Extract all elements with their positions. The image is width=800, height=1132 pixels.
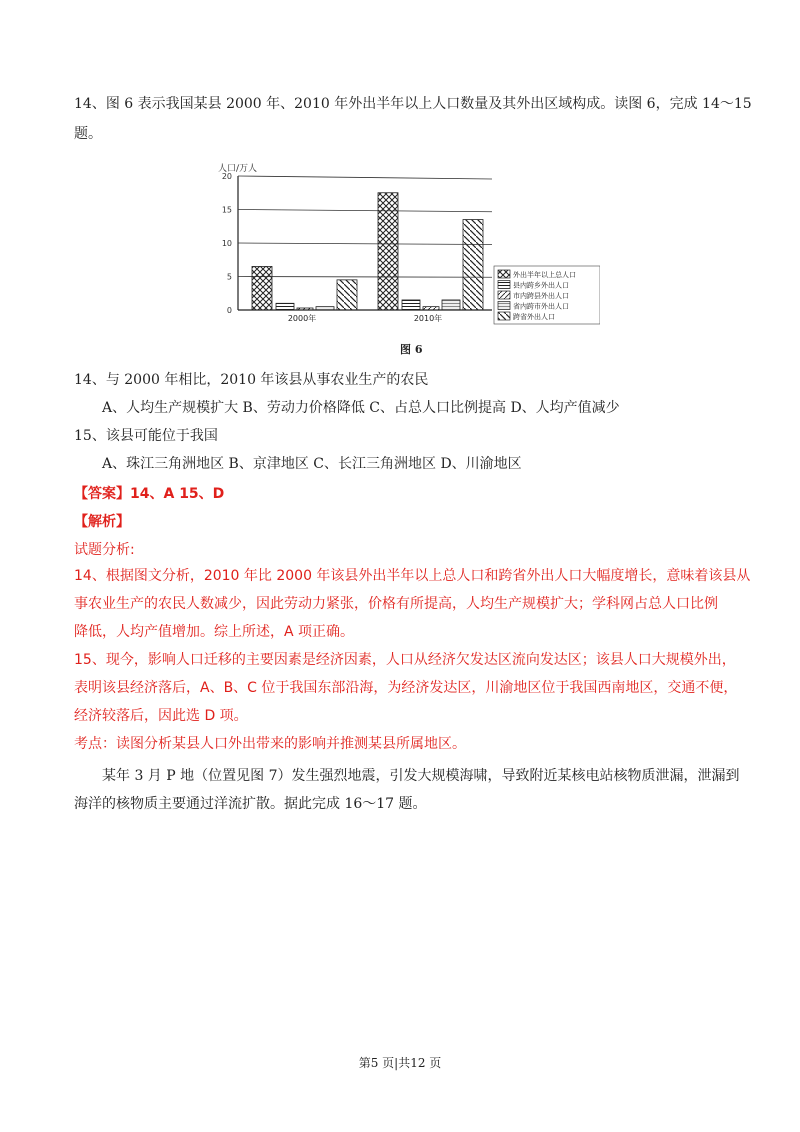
bar: [276, 303, 294, 310]
bar: [442, 300, 460, 310]
q15-stem: 15、该县可能位于我国: [74, 428, 218, 444]
legend-label: 县内跨乡外出人口: [513, 281, 569, 290]
bar: [423, 307, 439, 310]
legend-swatch: [498, 291, 510, 299]
question-intro-line-1: 14、图 6 表示我国某县 2000 年、2010 年外出半年以上人口数量及其外出区域构成。读图 6，完成 14～15: [74, 96, 752, 112]
legend-label: 跨省外出人口: [513, 313, 555, 321]
y-tick-label: 10: [221, 239, 232, 248]
legend-label: 省内跨市外出人口: [513, 302, 569, 311]
gridline: [238, 243, 492, 245]
next-intro-line-2: 海洋的核物质主要通过洋流扩散。据此完成 16～17 题。: [74, 796, 427, 812]
bar: [402, 300, 420, 310]
bar: [297, 308, 313, 310]
legend-label: 外出半年以上总人口: [513, 271, 576, 279]
analysis-label: 【解析】: [74, 514, 130, 530]
y-axis-label: 人口/万人: [218, 164, 258, 174]
bar: [316, 307, 334, 310]
gridline: [238, 176, 492, 179]
q14-options: A、人均生产规模扩大 B、劳动力价格降低 C、占总人口比例提高 D、人均产值减少: [102, 400, 620, 416]
legend-label: 市内跨县外出人口: [513, 292, 569, 300]
q14-stem: 14、与 2000 年相比，2010 年该县从事农业生产的农民: [74, 372, 429, 388]
analysis-line: 15、现今，影响人口迁移的主要因素是经济因素，人口从经济欠发达区流向发达区；该县人口大规模外出，: [74, 652, 736, 668]
exam-point: 考点：读图分析某县人口外出带来的影响并推测某县所属地区。: [74, 736, 466, 752]
analysis-title: 试题分析:: [74, 542, 135, 558]
y-tick-label: 15: [221, 205, 232, 215]
analysis-line: 14、根据图文分析，2010 年比 2000 年该县外出半年以上总人口和跨省外出人口大幅度增长，意味着该县从: [74, 568, 751, 584]
analysis-line: 经济较落后，因此选 D 项。: [74, 708, 248, 724]
analysis-line: 事农业生产的农民人数减少，因此劳动力紧张，价格有所提高，人均生产规模扩大；学科网占总人口比例: [74, 596, 718, 612]
q15-options: A、珠江三角洲地区 B、京津地区 C、长江三角洲地区 D、川渝地区: [102, 456, 522, 472]
gridline: [238, 210, 492, 212]
y-tick-label: 20: [221, 172, 232, 181]
figure-caption: 图 6: [400, 343, 423, 356]
answer-label: 【答案】14、A 15、D: [74, 486, 225, 502]
legend-swatch: [498, 281, 510, 289]
bar: [463, 220, 483, 310]
x-tick-label: 2000年: [287, 314, 317, 323]
analysis-line: 表明该县经济落后，A、B、C 位于我国东部沿海，为经济发达区，川渝地区位于我国西南地区，交通不便，: [74, 680, 738, 696]
x-tick-label: 2010年: [413, 314, 443, 323]
population-bar-chart: [200, 158, 600, 358]
bar: [337, 280, 357, 310]
legend-swatch: [498, 302, 510, 310]
y-tick-label: 5: [226, 272, 232, 282]
analysis-line: 降低，人均产值增加。综上所述，A 项正确。: [74, 624, 355, 640]
bar: [252, 266, 272, 310]
y-tick-label: 0: [226, 306, 232, 315]
bar: [378, 193, 398, 310]
legend-swatch: [498, 312, 510, 320]
page-footer: 第5 页|共12 页: [358, 1056, 442, 1070]
question-intro-line-2: 题。: [74, 126, 102, 142]
next-intro-line-1: 某年 3 月 P 地（位置见图 7）发生强烈地震，引发大规模海啸，导致附近某核电站核物质泄漏，泄漏到: [102, 768, 740, 784]
gridline: [238, 277, 492, 278]
legend-swatch: [498, 270, 510, 278]
